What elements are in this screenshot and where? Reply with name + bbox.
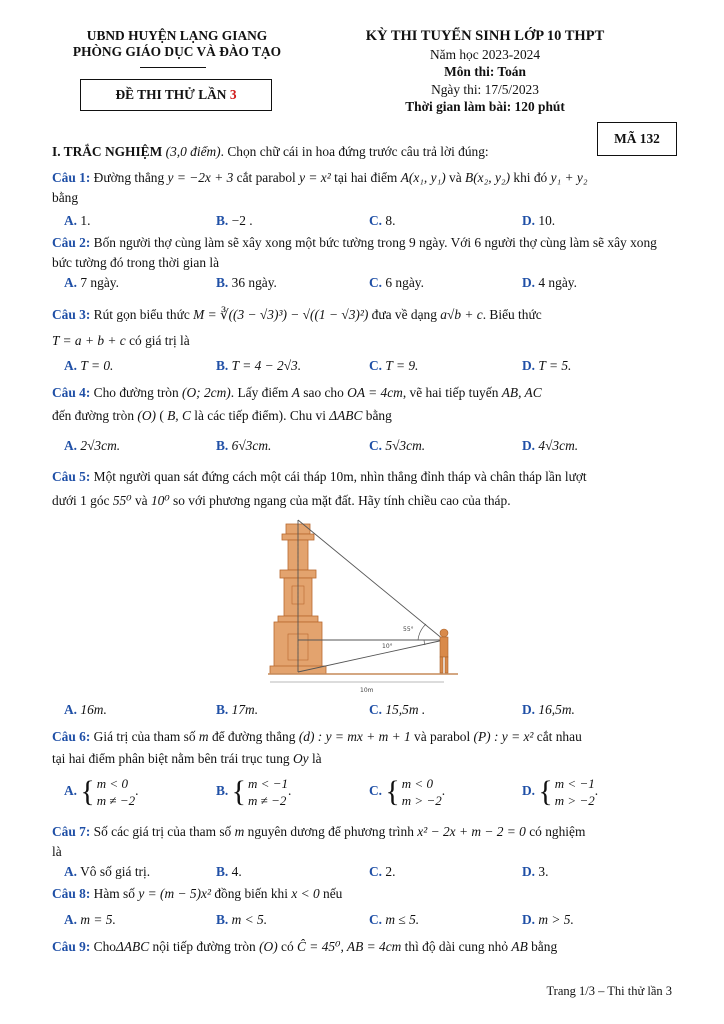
question-3: Câu 3: Rút gọn biểu thức M = ∛((3 − √3)³) − √((1 − √3)²) đưa về dạng a√b + c. Biểu thức T = a + b + c có giá trị là [52,307,542,348]
q2-option-a[interactable]: A. 7 ngày. [64,275,119,290]
q7-option-b[interactable]: B. 4. [216,864,242,879]
q3-option-d[interactable]: D. T = 5. [522,358,572,373]
angle-arc-top [418,624,426,640]
q8-option-c[interactable]: C. m ≤ 5. [369,912,420,927]
section-title: I. TRẮC NGHIỆM (3,0 điểm). Chọn chữ cái in hoa đứng trước câu trả lời đúng: [52,144,489,159]
header-divider [140,67,206,68]
q4-option-c[interactable]: C. 5√3cm. [369,438,426,453]
exam-info: KỲ THI TUYỂN SINH LỚP 10 THPT Năm học 2023-2024 Môn thi: Toán Ngày thi: 17/5/2023 Thời gian làm bài: 120 phút [365,28,605,115]
department-name: UBND HUYỆN LẠNG GIANG PHÒNG GIÁO DỤC VÀ ĐÀO TẠO [72,28,282,59]
exam-attempt-box: ĐỀ THI THỬ LẦN 3 [80,79,272,111]
question-2-options [64,273,674,293]
question-1-options [64,211,674,231]
q2-option-c[interactable]: C. 6 ngày. [369,275,424,290]
q8-option-d[interactable]: D. m > 5. [522,912,574,927]
q6-option-d[interactable]: D. { m < −1 m > −2. [522,775,599,808]
q1-option-b[interactable]: B. −2 . [216,213,253,228]
q1-option-c[interactable]: C. 8. [369,213,396,228]
q7-option-a[interactable]: A. Vô số giá trị. [64,864,151,879]
q4-option-a[interactable]: A. 2√3cm. [64,438,121,453]
label-distance: 10m [360,687,374,694]
exam-code-box: MÃ 132 [597,122,677,156]
question-6-options [64,775,674,815]
q2-option-d[interactable]: D. 4 ngày. [522,275,577,290]
q7-option-d[interactable]: D. 3. [522,864,549,879]
label-angle-top: 55° [403,626,414,633]
question-2: Câu 2: Bốn người thợ cùng làm sẽ xây xong một bức tường trong 9 ngày. Với 6 người thợ cùng làm sẽ xây xong bức tường đó trong thời gian là [52,235,657,270]
q8-option-a[interactable]: A. m = 5. [64,912,116,927]
question-5: Câu 5: Một người quan sát đứng cách một cái tháp 10m, nhìn thẳng đỉnh tháp và chân tháp lần lượt dưới 1 góc 55⁰ và 10⁰ so với phương ngang của mặt đất. Hãy tính chiều cao của tháp. [52,469,587,508]
q5-option-a[interactable]: A. 16m. [64,702,107,717]
question-7: Câu 7: Số các giá trị của tham số m nguyên dương để phương trình x² − 2x + m − 2 = 0 có nghiệm là [52,824,586,859]
page-footer: Trang 1/3 – Thi thử lần 3 [546,984,672,998]
label-angle-bottom: 10° [382,643,393,650]
question-4-options [64,436,674,456]
q5-option-d[interactable]: D. 16,5m. [522,702,575,717]
q4-option-d[interactable]: D. 4√3cm. [522,438,579,453]
q3-option-c[interactable]: C. T = 9. [369,358,419,373]
q6-option-b[interactable]: B. { m < −1 m ≠ −2. [216,775,292,808]
q7-option-c[interactable]: C. 2. [369,864,396,879]
question-9: Câu 9: ChoΔABC nội tiếp đường tròn (O) có Ĉ = 45⁰, AB = 4cm thì độ dài cung nhỏ AB bằng [52,939,558,954]
q5-option-b[interactable]: B. 17m. [216,702,259,717]
question-4: Câu 4: Cho đường tròn (O; 2cm). Lấy điểm A sao cho OA = 4cm, vẽ hai tiếp tuyến AB, AC đến đường tròn (O) ( B, C là các tiếp điểm). Chu vi ΔABC bằng [52,385,542,423]
q6-option-c[interactable]: C. { m < 0 m > −2. [369,775,446,808]
q3-option-b[interactable]: B. T = 4 − 2√3. [216,358,302,373]
q6-option-a[interactable]: A. { m < 0 m ≠ −2. [64,775,139,808]
q2-option-b[interactable]: B. 36 ngày. [216,275,277,290]
question-8-options [64,910,674,930]
question-3-options [64,356,674,376]
q8-option-b[interactable]: B. m < 5. [216,912,268,927]
question-5-options [64,700,674,720]
question-8: Câu 8: Hàm số y = (m − 5)x² đồng biến khi x < 0 nếu [52,886,343,901]
observer [440,629,448,673]
q1-option-a[interactable]: A. 1. [64,213,91,228]
q5-option-c[interactable]: C. 15,5m . [369,702,426,717]
question-1: Câu 1: Đường thẳng y = −2x + 3 cắt parabol y = x² tại hai điểm A(x₁, y₁) và B(x₂, y₂) khi đó y₁ + y₂ bằng [52,170,588,205]
question-7-options [64,862,674,882]
tower-figure [268,516,458,694]
q4-option-b[interactable]: B. 6√3cm. [216,438,272,453]
q1-option-d[interactable]: D. 10. [522,213,556,228]
question-6: Câu 6: Giá trị của tham số m để đường thẳng (d) : y = mx + m + 1 và parabol (P) : y = x² cắt nhau tại hai điểm phân biệt nằm bên trái trục tung Oy là [52,729,582,766]
q3-option-a[interactable]: A. T = 0. [64,358,114,373]
